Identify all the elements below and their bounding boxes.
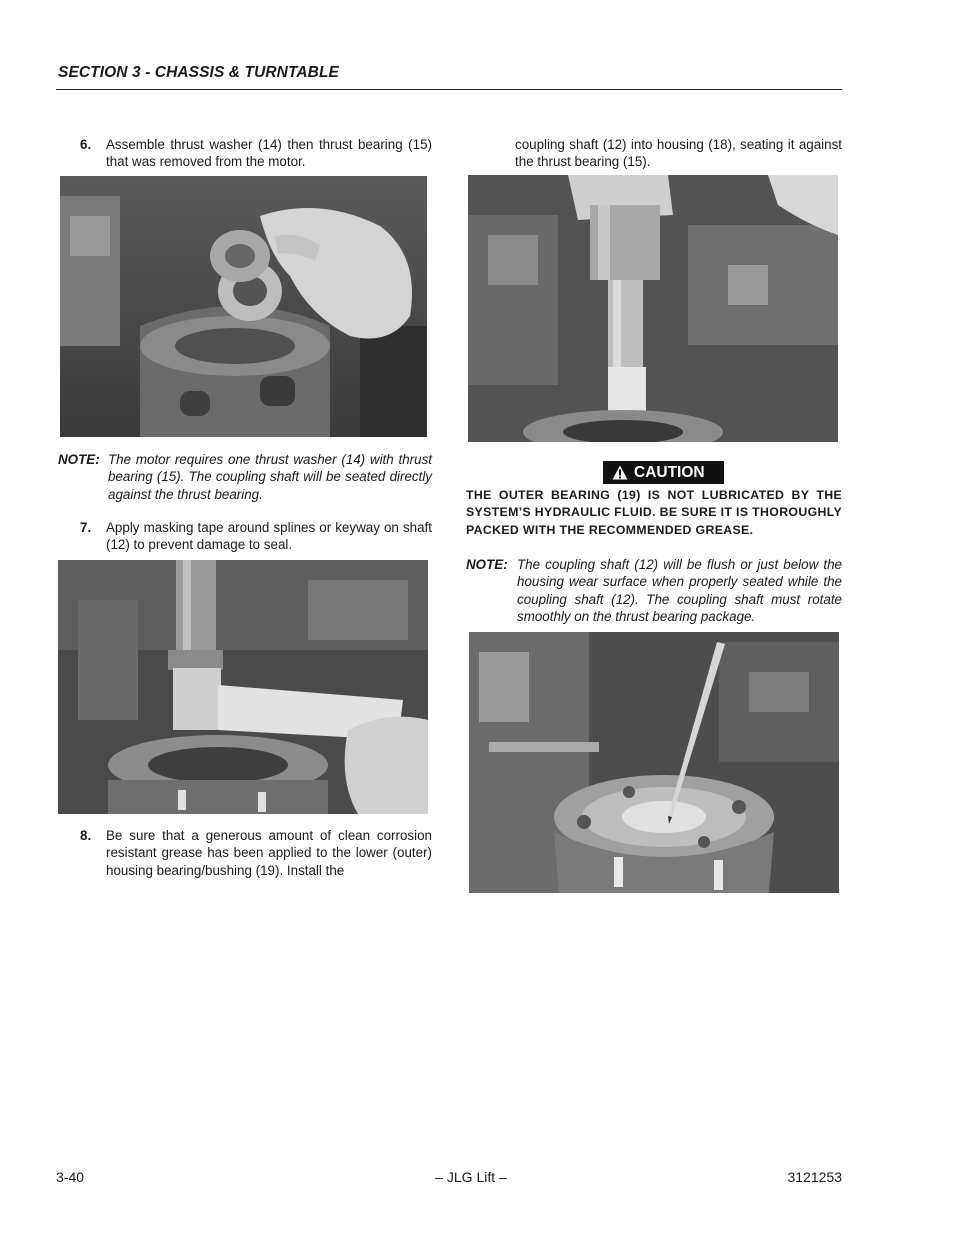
photo-thrust-washer — [60, 176, 427, 437]
note-1-label: NOTE: — [58, 452, 100, 467]
photo-shaft-seated-illustration — [469, 632, 839, 893]
document-number: 3121253 — [787, 1169, 842, 1185]
note-2 — [466, 556, 842, 625]
photo-coupling-shaft — [468, 175, 838, 442]
step-8 — [80, 827, 432, 879]
caution-text: THE OUTER BEARING (19) IS NOT LUBRICATED BY THE SYSTEM’S HYDRAULIC FLUID. BE SURE IT IS THOROUGHLY PACKED WITH THE RECOMMENDED GREASE. — [466, 488, 842, 537]
header-rule — [56, 89, 842, 90]
note-1 — [58, 451, 432, 503]
page-number: 3-40 — [56, 1169, 85, 1185]
step-6-text: Assemble thrust washer (14) then thrust bearing (15) that was removed from the motor. — [106, 137, 432, 170]
step-8-continued: coupling shaft (12) into housing (18), seating it against the thrust bearing (15). — [515, 137, 842, 170]
step-7-text: Apply masking tape around splines or keyway on shaft (12) to prevent damage to seal. — [106, 520, 432, 553]
note-2-label: NOTE: — [466, 557, 508, 572]
section-title: SECTION 3 - CHASSIS & TURNTABLE — [58, 64, 339, 81]
warning-icon — [612, 465, 628, 480]
step-6 — [80, 136, 432, 171]
step-7 — [80, 519, 432, 554]
photo-shaft-seated — [469, 632, 839, 893]
step-8-text: Be sure that a generous amount of clean corrosion resistant grease has been applied to the lower (outer) housing bearing/bushing (19). Install the — [106, 828, 432, 878]
note-1-text: The motor requires one thrust washer (14) with thrust bearing (15). The coupling shaft will be seated directly against the thrust bearing. — [108, 452, 432, 502]
photo-thrust-washer-illustration — [60, 176, 427, 437]
photo-masking-tape-illustration — [58, 560, 428, 814]
note-2-text: The coupling shaft (12) will be flush or just below the housing wear surface when properly seated while the coupling shaft (12). The coupling shaft must rotate smoothly on the thrust bearing package. — [517, 557, 842, 624]
photo-masking-tape — [58, 560, 428, 814]
step-6-number: 6. — [80, 137, 92, 152]
caution-badge — [603, 461, 724, 484]
step-7-number: 7. — [80, 520, 92, 535]
photo-coupling-shaft-illustration — [468, 175, 838, 442]
footer-center: – JLG Lift – — [435, 1169, 507, 1185]
caution-label: CAUTION — [634, 463, 705, 481]
step-8-number: 8. — [80, 828, 92, 843]
